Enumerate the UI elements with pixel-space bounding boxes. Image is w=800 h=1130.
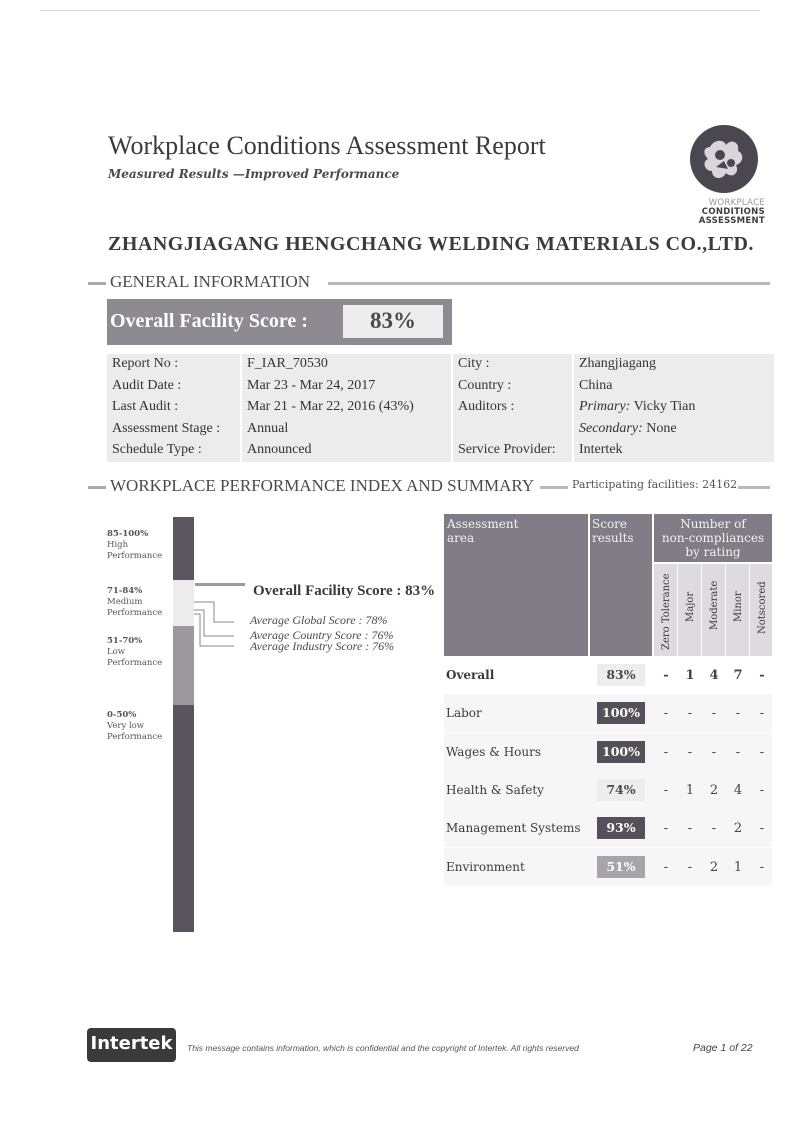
rating-minor: Minor: [733, 591, 744, 622]
band-range: 85-100%: [107, 529, 149, 539]
info-row: [107, 376, 774, 398]
info-value: Announced: [247, 442, 312, 458]
info-label: Auditors :: [458, 399, 515, 415]
score-marker: [195, 583, 245, 586]
noncompliance-count: 1: [685, 668, 695, 683]
noncompliance-count: 4: [733, 782, 743, 798]
band-label-medium: [107, 586, 162, 619]
band-name: Medium: [107, 597, 143, 607]
summary-area: Overall: [446, 668, 495, 682]
intertek-logo-text: Intertek: [90, 1033, 173, 1054]
summary-row: [444, 809, 772, 847]
auditor-role: Primary:: [579, 399, 631, 415]
logo-text-line: WORKPLACE: [708, 198, 765, 208]
page-number: Page 1 of 22: [693, 1042, 753, 1054]
info-label: Last Audit :: [112, 399, 179, 415]
summary-score: 74%: [597, 779, 645, 801]
band-high-segment: [173, 517, 194, 580]
info-value: Mar 21 - Mar 22, 2016 (43%): [247, 399, 414, 415]
rating-moderate: Moderate: [709, 580, 720, 630]
summary-score: 51%: [597, 856, 645, 878]
info-label: Schedule Type :: [112, 442, 202, 458]
band-range: 0-50%: [107, 710, 137, 720]
band-label-very-low: [107, 710, 162, 743]
general-information-header: [88, 272, 770, 292]
band-name: Performance: [107, 608, 163, 618]
footer-message: This message contains information, which is confidential and the copyright of Intertek. All rights reserved: [187, 1043, 579, 1053]
rating-headers: [654, 564, 772, 656]
header-line: non-compliances: [661, 531, 765, 545]
noncompliance-count: -: [759, 706, 765, 722]
noncompliance-count: 1: [733, 859, 743, 875]
summary-score: 100%: [597, 702, 645, 724]
band-name: Performance: [107, 732, 163, 742]
noncompliance-count: 2: [709, 782, 719, 798]
band-medium-segment: [173, 580, 194, 626]
auditor-role: Secondary:: [579, 420, 643, 436]
band-very-low-segment: [173, 705, 194, 932]
performance-heading: WORKPLACE PERFORMANCE INDEX AND SUMMARY: [110, 476, 540, 496]
band-name: Performance: [107, 658, 163, 668]
auditor-secondary: [579, 421, 677, 437]
noncompliance-count: -: [735, 744, 741, 760]
report-subtitle: Measured Results —Improved Performance: [108, 167, 400, 181]
info-value: Annual: [247, 420, 289, 436]
noncompliance-count: -: [687, 706, 693, 722]
summary-area: Wages & Hours: [446, 744, 542, 759]
noncompliance-count: -: [663, 859, 669, 875]
summary-area: Labor: [446, 706, 482, 721]
info-label: Audit Date :: [112, 377, 182, 393]
header-line: by rating: [685, 545, 741, 559]
summary-row: [444, 656, 772, 696]
summary-row: [444, 771, 772, 809]
general-information-heading: GENERAL INFORMATION: [110, 272, 316, 292]
info-label: City :: [458, 356, 490, 371]
summary-table: [444, 514, 772, 886]
overall-score-value: 83%: [370, 308, 416, 333]
noncompliance-count: -: [759, 782, 765, 798]
noncompliance-count: -: [663, 668, 669, 683]
rating-notscored: Notscored: [757, 581, 768, 634]
header-area-text: [447, 517, 518, 545]
header-line: area: [447, 531, 475, 545]
noncompliance-count: -: [711, 821, 717, 837]
info-label: Assessment Stage :: [112, 420, 221, 436]
info-value: Zhangjiagang: [579, 356, 656, 371]
info-value: Mar 23 - Mar 24, 2017: [247, 377, 376, 393]
logo-text-line: ASSESSMENT: [698, 216, 765, 226]
summary-row: [444, 694, 772, 732]
header-score-text: [592, 517, 634, 545]
section-dash: [88, 282, 106, 285]
auditor-primary: [579, 399, 695, 415]
participating-facilities: Participating facilities: 24162: [572, 478, 738, 491]
summary-score: 100%: [597, 741, 645, 763]
band-range: 51-70%: [107, 636, 143, 646]
noncompliance-count: -: [735, 706, 741, 722]
band-name: Very low: [107, 721, 145, 731]
band-name: High: [107, 540, 129, 550]
header-line: Assessment: [447, 517, 519, 531]
noncompliance-count: 2: [733, 821, 743, 837]
top-edge-line: [40, 10, 760, 11]
summary-area: Management Systems: [446, 821, 581, 836]
header-line: Score: [592, 517, 628, 531]
logo-text-line: CONDITIONS: [701, 207, 765, 217]
band-label-low: [107, 636, 162, 669]
noncompliance-count: 7: [733, 668, 743, 683]
info-row: [107, 354, 774, 376]
info-label: Country :: [458, 377, 512, 393]
noncompliance-count: -: [759, 668, 765, 683]
noncompliance-count: -: [663, 782, 669, 798]
info-value: China: [579, 377, 613, 393]
summary-area: Environment: [446, 859, 525, 874]
noncompliance-count: -: [759, 821, 765, 837]
info-row: [107, 440, 774, 462]
overall-score-annotation: Overall Facility Score : 83%: [253, 583, 436, 599]
rating-zero-tolerance: Zero Tolerance: [661, 573, 672, 650]
summary-score: 83%: [597, 664, 645, 686]
info-row: [107, 419, 774, 441]
band-low-segment: [173, 626, 194, 705]
noncompliance-count: -: [663, 821, 669, 837]
noncompliance-count: 4: [709, 668, 719, 683]
noncompliance-count: -: [663, 706, 669, 722]
info-row: [107, 397, 774, 419]
noncompliance-count: -: [759, 859, 765, 875]
band-label-high: [107, 529, 162, 562]
auditor-name: Vicky Tian: [633, 399, 696, 415]
average-country-score: Average Country Score : 76%: [250, 628, 394, 642]
summary-row: [444, 733, 772, 771]
section-rule: [738, 486, 770, 489]
band-name: Performance: [107, 551, 163, 561]
band-name: Low: [107, 647, 126, 657]
auditor-name: None: [646, 420, 677, 436]
noncompliance-count: -: [687, 859, 693, 875]
wca-logo-icon: [690, 125, 758, 193]
section-dash: [88, 486, 106, 489]
header-line: results: [592, 531, 634, 545]
info-value: F_IAR_70530: [247, 356, 328, 371]
overall-score-label: Overall Facility Score :: [110, 310, 308, 332]
report-title: Workplace Conditions Assessment Report: [108, 131, 546, 160]
info-value: Intertek: [579, 442, 623, 458]
rating-major: Major: [685, 591, 696, 622]
noncompliance-count: -: [687, 744, 693, 760]
noncompliance-count: 2: [709, 859, 719, 875]
header-line: Number of: [680, 517, 746, 531]
section-rule: [540, 486, 568, 489]
company-name: ZHANGJIAGANG HENGCHANG WELDING MATERIALS CO.,LTD.: [108, 233, 754, 255]
noncompliance-count: -: [711, 706, 717, 722]
noncompliance-count: -: [759, 744, 765, 760]
noncompliance-count: -: [687, 821, 693, 837]
summary-area: Health & Safety: [446, 782, 544, 797]
average-connector-lines: [194, 600, 242, 648]
average-industry-score: Average Industry Score : 76%: [250, 639, 395, 653]
noncompliance-count: -: [663, 744, 669, 760]
average-global-score: Average Global Score : 78%: [250, 613, 388, 627]
info-label: Report No :: [112, 356, 179, 371]
header-noncompliance-text: [654, 517, 772, 559]
noncompliance-count: 1: [685, 782, 695, 798]
info-label: Service Provider:: [458, 442, 556, 458]
band-range: 71-84%: [107, 586, 143, 596]
summary-row: [444, 848, 772, 886]
performance-index-bar: [173, 517, 194, 932]
intertek-logo: [87, 1028, 176, 1062]
noncompliance-count: -: [711, 744, 717, 760]
summary-score: 93%: [597, 817, 645, 839]
general-info-table: [107, 354, 774, 462]
section-rule: [328, 282, 770, 285]
